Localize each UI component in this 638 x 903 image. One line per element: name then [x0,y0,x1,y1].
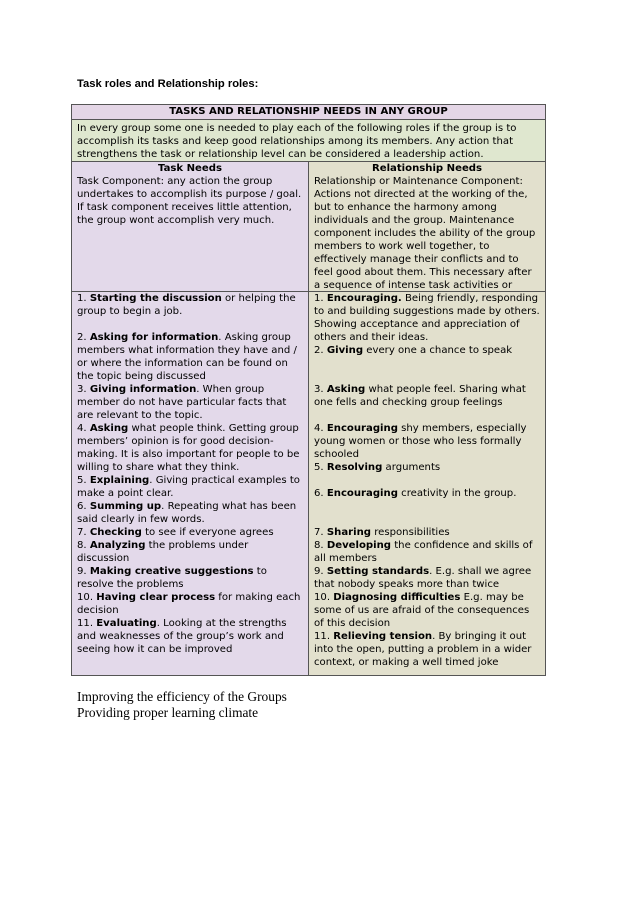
relationship-role-item: 10. Diagnosing difficulties E.g. may be some of us are afraid of the consequences of this decision [314,592,530,629]
task-role-item: 8. Analyzing the problems under discussion [77,540,249,564]
task-role-item: 1. Starting the discussion or helping the group to begin a job. [77,293,296,317]
relationship-role-item: 8. Developing the confidence and skills of all members [314,540,533,564]
relationship-role-item: 2. Giving every one a chance to speak [314,345,513,356]
footer-line: Providing proper learning climate [77,705,259,720]
page-heading: Task roles and Relationship roles: [77,78,259,90]
relationship-role-item: 3. Asking what people feel. Sharing what one fells and checking group feelings [314,384,526,408]
task-role-item: 6. Summing up. Repeating what has been said clearly in few words. [77,501,297,525]
table-intro: In every group some one is needed to play each of the following roles if the group is to accomplish its tasks and keep good relationships among its members. Any action that strengthens the task or relationship level can be considered a leadership action. [72,120,545,162]
roles-list-row [72,292,545,675]
relationship-role-item: 11. Relieving tension. By bringing it out into the open, putting a problem in a wider context, or making a well timed joke [314,631,532,668]
needs-description-row [72,162,545,292]
relationship-role-item: 7. Sharing responsibilities [314,527,450,538]
relationship-roles-cell [309,292,545,675]
task-role-item: 10. Having clear process for making each decision [77,592,301,616]
task-role-item: 3. Giving information. When group member do not have particular facts that are relevant to the topic. [77,384,287,421]
task-role-item: 2. Asking for information. Asking group members what information they have and / or where the information can be found on the topic being discussed [77,332,297,382]
footer-notes [77,689,287,721]
table-title: TASKS AND RELATIONSHIP NEEDS IN ANY GROUP [72,105,545,120]
task-role-item: 5. Explaining. Giving practical examples to make a point clear. [77,475,300,499]
relationship-role-item: 4. Encouraging shy members, especially young women or those who less formally schooled [314,423,527,460]
task-role-item: 9. Making creative suggestions to resolve the problems [77,566,267,590]
task-needs-description: Task Component: any action the group undertakes to accomplish its purpose / goal. If task component receives little attention, the group wont accomplish very much. [77,176,302,226]
relationship-needs-cell [309,162,545,291]
relationship-role-item: 9. Setting standards. E.g. shall we agree that nobody speaks more than twice [314,566,532,590]
task-roles-cell [72,292,309,675]
relationship-role-item: 1. Encouraging. Being friendly, responding to and building suggestions made by others. Showing acceptance and appreciation of others and their ideas. [314,293,540,343]
task-role-item: 7. Checking to see if everyone agrees [77,527,274,538]
relationship-needs-description: Relationship or Maintenance Component: Actions not directed at the working of the, but to enhance the harmony among individuals and the group. Maintenance component includes the ability of the group members to work well together, to effectively manage their conflicts and to feel good about them. This necessary after a sequence of intense task activities or [314,176,536,291]
task-role-item: 11. Evaluating. Looking at the strengths and weaknesses of the group’s work and seeing how it can be improved [77,618,287,655]
task-needs-header: Task Needs [157,163,222,174]
relationship-needs-header: Relationship Needs [371,163,483,174]
task-needs-cell [72,162,309,291]
needs-table [71,104,546,676]
relationship-role-item: 5. Resolving arguments [314,462,441,473]
footer-line: Improving the efficiency of the Groups [77,689,287,704]
relationship-role-item: 6. Encouraging creativity in the group. [314,488,517,499]
task-role-item: 4. Asking what people think. Getting group members’ opinion is for good decision-making. It is also important for people to be willing to share what they think. [77,423,300,473]
